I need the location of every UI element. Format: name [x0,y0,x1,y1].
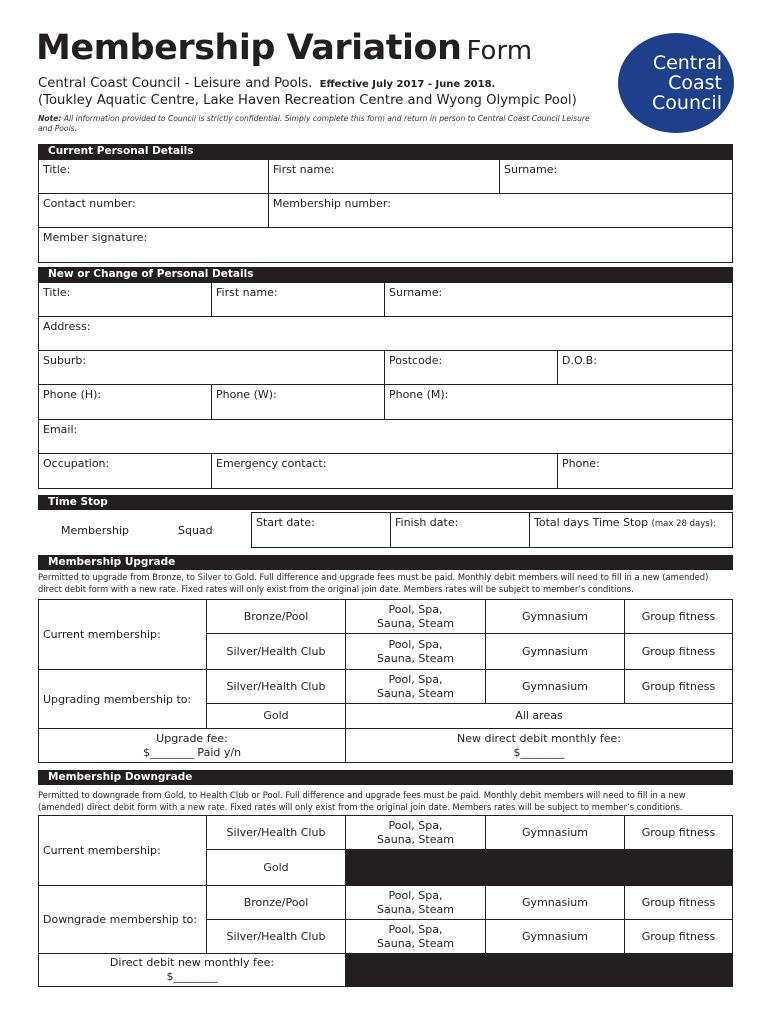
phone-home-field[interactable]: Phone (H): [38,384,212,420]
upgrade-r1-b1: Pool, Spa, [388,602,443,616]
finish-date-field[interactable]: Finish date: [390,512,530,548]
contact-number-field[interactable]: Contact number: [38,193,269,228]
current-first-name-field[interactable]: First name: [268,159,500,194]
downgrade-r1-b2: Sauna, Steam [377,832,454,846]
upgrade-to-silver[interactable]: Silver/Health Club [206,669,346,704]
downgrade-r3-b1: Pool, Spa, [388,888,443,902]
section-downgrade: Membership Downgrade [38,770,733,785]
upgrade-description: Permitted to upgrade from Bronze, to Silver to Gold. Full difference and upgrade fees must be paid. Monthly debit members will need to fill in a new (amended) direct debit form with a new rate. Fixed rates will only exist from the original join date. Members rates will be subject to member’s conditions. [38,572,709,594]
start-date-field[interactable]: Start date: [251,512,391,548]
phone-work-field[interactable]: Phone (W): [211,384,385,420]
downgrade-current-silver[interactable]: Silver/Health Club [206,815,346,850]
upgrade-current-group-fitness-2[interactable]: Group fitness [624,633,733,670]
email-field[interactable]: Email: [38,419,733,454]
subtitle-centres: (Toukley Aquatic Centre, Lake Haven Recreation Centre and Wyong Olympic Pool) [38,93,577,108]
upgrade-current-gymnasium[interactable]: Gymnasium [485,599,625,634]
current-surname-field[interactable]: Surname: [499,159,733,194]
upgrade-to-label: Upgrading membership to: [38,669,207,729]
phone-mobile-field[interactable]: Phone (M): [384,384,733,420]
upgrade-r2-b2: Sauna, Steam [377,651,454,665]
title-light: Form [466,36,533,66]
upgrade-fee-label: Upgrade fee: [156,731,228,745]
council-logo [618,33,734,133]
member-signature-field[interactable]: Member signature: [38,227,733,263]
section-current-details: Current Personal Details [38,144,733,159]
subtitle-council-text: Central Coast Council - Leisure and Pools. [38,76,313,91]
downgrade-r4-b1: Pool, Spa, [388,922,443,936]
note-text: All information provided to Council is strictly confidential. Simply complete this form and return in person to Central Coast Council Leisure and Pools. [38,114,590,133]
downgrade-current-group-fitness[interactable]: Group fitness [624,815,733,850]
downgrade-to-group-fitness[interactable]: Group fitness [624,885,733,920]
postcode-field[interactable]: Postcode: [384,350,558,385]
downgrade-current-gold[interactable]: Gold [206,849,346,886]
logo-line-2: Coast [668,72,722,94]
upgrade-to-all-areas[interactable]: All areas [345,703,733,729]
downgrade-r1-b1: Pool, Spa, [388,818,443,832]
title-bold: Membership Variation [36,28,462,68]
upgrade-current-group-fitness[interactable]: Group fitness [624,599,733,634]
upgrade-fee-paid: $________ Paid y/n [142,745,242,759]
downgrade-fee-shaded-area [345,953,733,987]
downgrade-gold-shaded-area [345,849,733,886]
emergency-contact-field[interactable]: Emergency contact: [211,453,558,489]
upgrade-current-silver[interactable]: Silver/Health Club [206,633,346,670]
subtitle-council [38,76,495,91]
downgrade-current-gymnasium[interactable]: Gymnasium [485,815,625,850]
upgrade-r1-b2: Sauna, Steam [377,616,454,630]
downgrade-to-group-fitness-2[interactable]: Group fitness [624,919,733,954]
upgrade-current-gymnasium-2[interactable]: Gymnasium [485,633,625,670]
downgrade-fee-field[interactable] [38,953,346,987]
upgrade-to-pool-spa[interactable] [345,669,486,704]
suburb-field[interactable]: Suburb: [38,350,385,385]
upgrade-new-debit-field[interactable] [345,728,733,763]
upgrade-to-group-fitness[interactable]: Group fitness [624,669,733,704]
upgrade-current-pool-spa[interactable] [345,599,486,634]
note-label: Note: [38,114,62,123]
downgrade-description: Permitted to downgrade from Gold, to Health Club or Pool. Full difference and upgrade fees must be paid. Monthly debit members will need to fill in a new (amended) direct debit form with a new rate. Fixed rates will only exist from the original join date. Members rates will be subject to member’s conditions. [38,790,686,812]
section-upgrade: Membership Upgrade [38,555,733,570]
upgrade-r2-b1: Pool, Spa, [388,637,443,651]
logo-line-3: Council [652,92,722,114]
upgrade-current-membership-label: Current membership: [38,599,207,670]
upgrade-debit-label: New direct debit monthly fee: [457,731,621,745]
membership-number-field[interactable]: Membership number: [268,193,733,228]
upgrade-fee-field[interactable] [38,728,346,763]
dob-field[interactable]: D.O.B: [557,350,733,385]
confidentiality-note [38,114,598,134]
time-stop-squad-option[interactable]: Squad [178,524,213,537]
downgrade-to-label: Downgrade membership to: [38,885,207,954]
total-days-label: Total days Time Stop [534,516,649,529]
upgrade-r3-b1: Pool, Spa, [388,672,443,686]
new-title-field[interactable]: Title: [38,282,212,317]
upgrade-current-pool-spa-2[interactable] [345,633,486,670]
section-new-details: New or Change of Personal Details [38,267,733,282]
downgrade-to-bronze[interactable]: Bronze/Pool [206,885,346,920]
section-time-stop: Time Stop [38,495,733,510]
downgrade-fee-label: Direct debit new monthly fee: [109,956,275,969]
emergency-phone-field[interactable]: Phone: [557,453,733,489]
form-title [36,28,532,74]
occupation-field[interactable]: Occupation: [38,453,212,489]
current-title-field[interactable]: Title: [38,159,269,194]
downgrade-to-pool-spa[interactable] [345,885,486,920]
downgrade-fee-amount: $________ [166,970,218,983]
upgrade-r3-b2: Sauna, Steam [377,686,454,700]
total-days-note: (max 28 days): [651,519,716,529]
downgrade-to-silver[interactable]: Silver/Health Club [206,919,346,954]
downgrade-to-pool-spa-2[interactable] [345,919,486,954]
logo-line-1: Central [652,52,722,74]
upgrade-to-gold[interactable]: Gold [206,703,346,729]
upgrade-current-bronze-pool[interactable]: Bronze/Pool [206,599,346,634]
downgrade-r3-b2: Sauna, Steam [377,902,454,916]
address-field[interactable]: Address: [38,316,733,351]
new-surname-field[interactable]: Surname: [384,282,733,317]
upgrade-to-gymnasium[interactable]: Gymnasium [485,669,625,704]
downgrade-current-pool-spa[interactable] [345,815,486,850]
new-first-name-field[interactable]: First name: [211,282,385,317]
effective-dates: Effective July 2017 - June 2018. [319,79,496,90]
time-stop-membership-option[interactable]: Membership [61,524,129,537]
downgrade-current-membership-label: Current membership: [38,815,207,886]
downgrade-to-gymnasium-2[interactable]: Gymnasium [485,919,625,954]
total-days-field[interactable] [529,512,733,548]
downgrade-to-gymnasium[interactable]: Gymnasium [485,885,625,920]
downgrade-r4-b2: Sauna, Steam [377,936,454,950]
upgrade-debit-amount: $________ [513,745,565,759]
